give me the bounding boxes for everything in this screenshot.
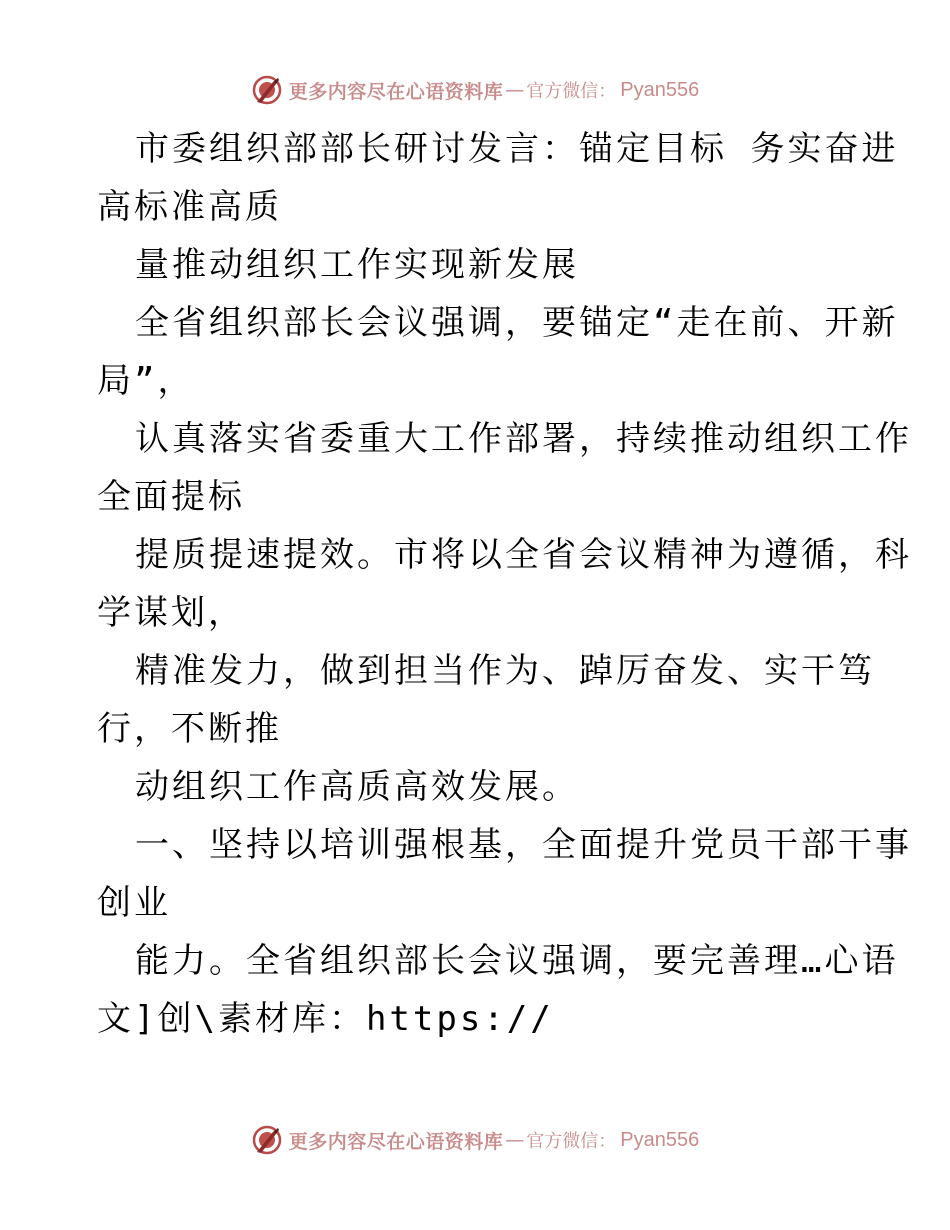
banner-sub-text: 官方微信： bbox=[526, 1131, 617, 1152]
red-quill-seal-icon bbox=[251, 74, 283, 106]
doc-line: 提质提速提效。市将以全省会议精神为遵循，科 bbox=[135, 535, 912, 575]
banner-dash: — bbox=[505, 79, 525, 101]
doc-line: 认真落实省委重大工作部署，持续推动组织工作 bbox=[135, 419, 912, 459]
doc-line: 行，不断推 bbox=[97, 709, 282, 749]
doc-line: 高标准高质 bbox=[97, 187, 282, 227]
doc-line: 量推动组织工作实现新发展 bbox=[135, 245, 579, 285]
doc-line: 市委组织部部长研讨发言：锚定目标 务实奋进 bbox=[135, 129, 899, 169]
doc-line: 动组织工作高质高效发展。 bbox=[135, 767, 579, 807]
banner-main-text: 更多内容尽在心语资料库 bbox=[288, 1130, 504, 1153]
doc-line-link: 文]创\素材库：https:// bbox=[97, 999, 554, 1039]
doc-line: 一、坚持以培训强根基，全面提升党员干部干事 bbox=[135, 825, 912, 865]
doc-line: 局”， bbox=[97, 361, 195, 401]
banner-main-text: 更多内容尽在心语资料库 bbox=[288, 80, 504, 103]
footer-watermark-banner bbox=[0, 1120, 950, 1160]
doc-line: 全省组织部长会议强调，要锚定“走在前、开新 bbox=[135, 303, 899, 343]
banner-sub-text: 官方微信： bbox=[526, 81, 617, 102]
doc-line: 学谋划， bbox=[97, 593, 245, 633]
doc-line: 全面提标 bbox=[97, 477, 245, 517]
banner-dash: — bbox=[505, 1129, 525, 1151]
document-body bbox=[97, 120, 912, 1048]
doc-line: 创业 bbox=[97, 883, 171, 923]
banner-wechat-id: Pyan556 bbox=[620, 1128, 700, 1151]
doc-line: 能力。全省组织部长会议强调，要完善理…心语 bbox=[135, 941, 899, 981]
banner-wechat-id: Pyan556 bbox=[620, 78, 700, 101]
doc-line: 精准发力，做到担当作为、踔厉奋发、实干笃 bbox=[135, 651, 875, 691]
header-watermark-banner bbox=[0, 70, 950, 110]
red-quill-seal-icon bbox=[251, 1124, 283, 1156]
